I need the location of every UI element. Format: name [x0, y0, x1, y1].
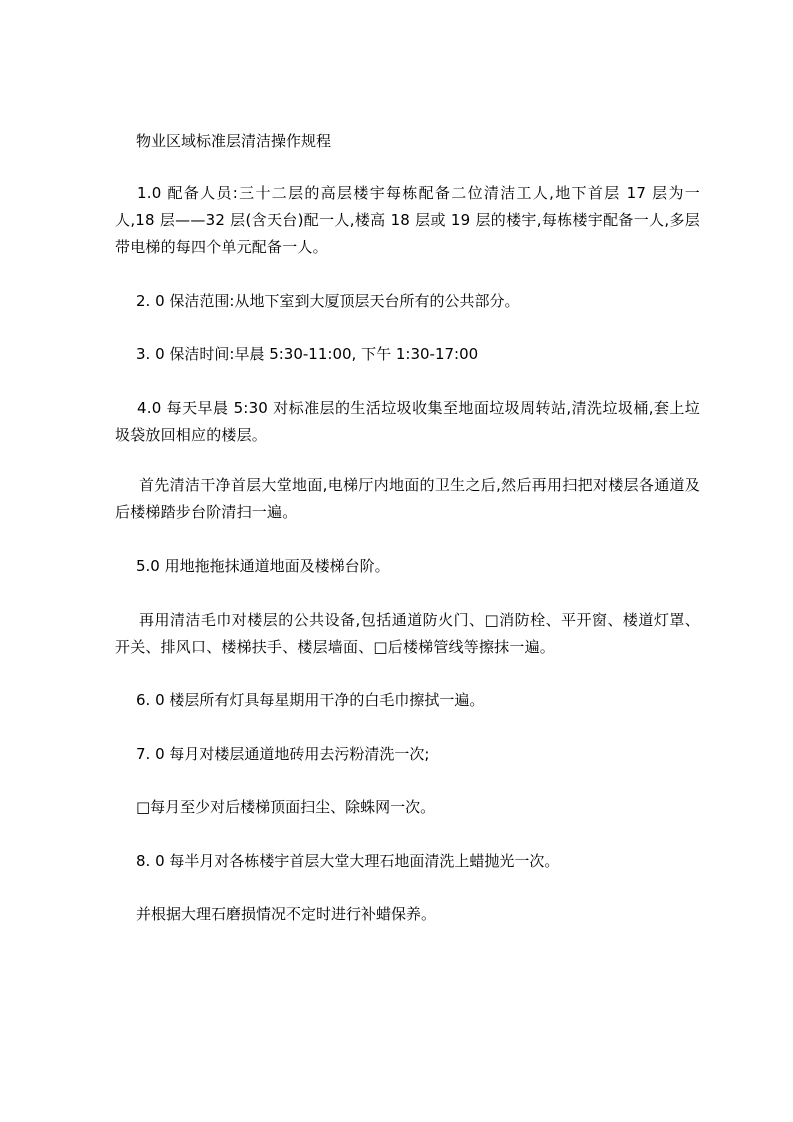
paragraph-cleaning-scope: 2. 0 保洁范围:从地下室到大厦顶层天台所有的公共部分。: [136, 292, 520, 310]
paragraph-lobby-sweep: 首先清洁干净首层大堂地面,电梯厅内地面的卫生之后,然后再用扫把对楼层各通道及后楼梯踏步台阶清扫一遍。: [115, 476, 700, 521]
document-title: 物业区域标准层清洁操作规程: [136, 132, 332, 150]
paragraph-daily-garbage: 4.0 每天早晨 5:30 对标准层的生活垃圾收集至地面垃圾周转站,清洗垃圾桶,套上垃圾袋放回相应的楼层。: [115, 399, 700, 444]
paragraph-monthly-ceiling: □每月至少对后楼梯顶面扫尘、除蛛网一次。: [136, 798, 436, 816]
paragraph-mopping: 5.0 用地拖拖抹通道地面及楼梯台阶。: [136, 557, 390, 575]
paragraph-wax-maintenance: 并根据大理石磨损情况不定时进行补蜡保养。: [136, 905, 437, 923]
paragraph-wiping-facilities: 再用清洁毛巾对楼层的公共设备,包括通道防火门、□消防栓、平开窗、楼道灯罩、开关、排风口、楼梯扶手、楼层墙面、□后楼梯管线等擦抹一遍。: [115, 611, 700, 656]
paragraph-marble-waxing: 8. 0 每半月对各栋楼宇首层大堂大理石地面清洗上蜡抛光一次。: [136, 852, 560, 870]
paragraph-staffing: 1.0 配备人员:三十二层的高层楼宇每栋配备二位清洁工人,地下首层 17 层为一人,18 层——32 层(含天台)配一人,楼高 18 层或 19 层的楼宇,每栋楼宇配备一人,多层带电梯的每四个单元配备一人。: [115, 184, 700, 256]
paragraph-monthly-tiles: 7. 0 每月对楼层通道地砖用去污粉清洗一次;: [136, 745, 430, 763]
paragraph-cleaning-hours: 3. 0 保洁时间:早晨 5:30-11:00, 下午 1:30-17:00: [136, 345, 479, 363]
paragraph-weekly-lamps: 6. 0 楼层所有灯具每星期用干净的白毛巾擦拭一遍。: [136, 691, 485, 709]
